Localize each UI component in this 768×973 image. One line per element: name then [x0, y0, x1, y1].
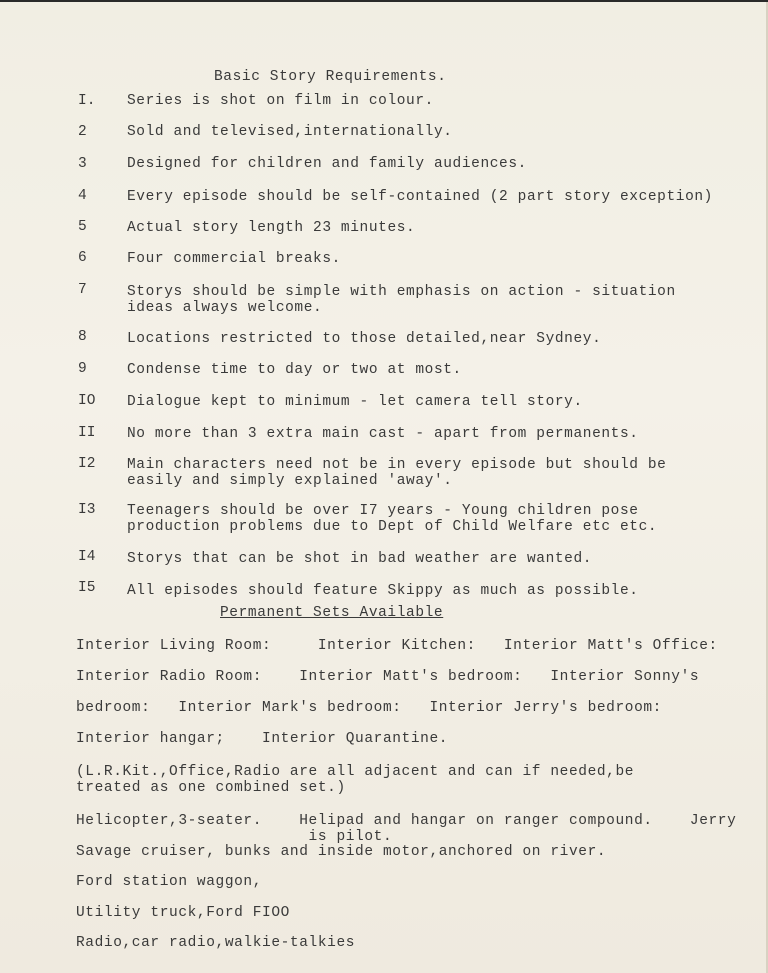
requirement-text: All episodes should feature Skippy as much as possible.	[127, 583, 639, 599]
requirement-text: Storys that can be shot in bad weather are wanted.	[127, 551, 593, 567]
item-number: 3	[78, 156, 87, 172]
item-number: 7	[78, 282, 87, 298]
requirement-text: Main characters need not be in every episode but should be easily and simply explained 'away'.	[127, 457, 667, 489]
item-number: 6	[78, 250, 87, 266]
requirement-text: No more than 3 extra main cast - apart from permanents.	[127, 426, 639, 442]
requirement-text: Four commercial breaks.	[127, 251, 341, 267]
requirement-text: Actual story length 23 minutes.	[127, 220, 416, 236]
item-number: I.	[78, 93, 96, 109]
item-number: II	[78, 425, 96, 441]
requirement-text: Every episode should be self-contained (2 part story exception)	[127, 189, 713, 205]
item-number: 8	[78, 329, 87, 345]
vehicle-line: Helicopter,3-seater. Helipad and hangar on ranger compound. Jerry is pilot.	[76, 813, 737, 845]
sets-line: bedroom: Interior Mark's bedroom: Interior Jerry's bedroom:	[76, 700, 662, 716]
item-number: 4	[78, 188, 87, 204]
requirement-text: Designed for children and family audiences.	[127, 156, 527, 172]
item-number: I2	[78, 456, 96, 472]
document-title: Basic Story Requirements.	[214, 69, 447, 85]
requirement-text: Teenagers should be over I7 years - Young children pose production problems due to Dept of Child Welfare etc etc.	[127, 503, 658, 535]
item-number: 5	[78, 219, 87, 235]
vehicle-line: Utility truck,Ford FIOO	[76, 905, 290, 921]
sets-line: Interior hangar; Interior Quarantine.	[76, 731, 449, 747]
vehicle-line: Radio,car radio,walkie-talkies	[76, 935, 356, 951]
sets-line: Interior Living Room: Interior Kitchen: Interior Matt's Office:	[76, 638, 718, 654]
sets-note: (L.R.Kit.,Office,Radio are all adjacent and can if needed,be treated as one combined set.)	[76, 764, 635, 796]
item-number: I3	[78, 502, 96, 518]
requirement-text: Condense time to day or two at most.	[127, 362, 462, 378]
requirement-text: Series is shot on film in colour.	[127, 93, 434, 109]
requirement-text: Locations restricted to those detailed,near Sydney.	[127, 331, 602, 347]
item-number: I4	[78, 549, 96, 565]
item-number: IO	[78, 393, 96, 409]
permanent-sets-heading: Permanent Sets Available	[220, 605, 444, 621]
item-number: 9	[78, 361, 87, 377]
requirement-text: Sold and televised,internationally.	[127, 124, 453, 140]
vehicle-line: Savage cruiser, bunks and inside motor,anchored on river.	[76, 844, 607, 860]
item-number: I5	[78, 580, 96, 596]
requirement-text: Storys should be simple with emphasis on action - situation ideas always welcome.	[127, 284, 676, 316]
item-number: 2	[78, 124, 87, 140]
sets-line: Interior Radio Room: Interior Matt's bedroom: Interior Sonny's	[76, 669, 700, 685]
requirement-text: Dialogue kept to minimum - let camera tell story.	[127, 394, 583, 410]
vehicle-line: Ford station waggon,	[76, 874, 263, 890]
